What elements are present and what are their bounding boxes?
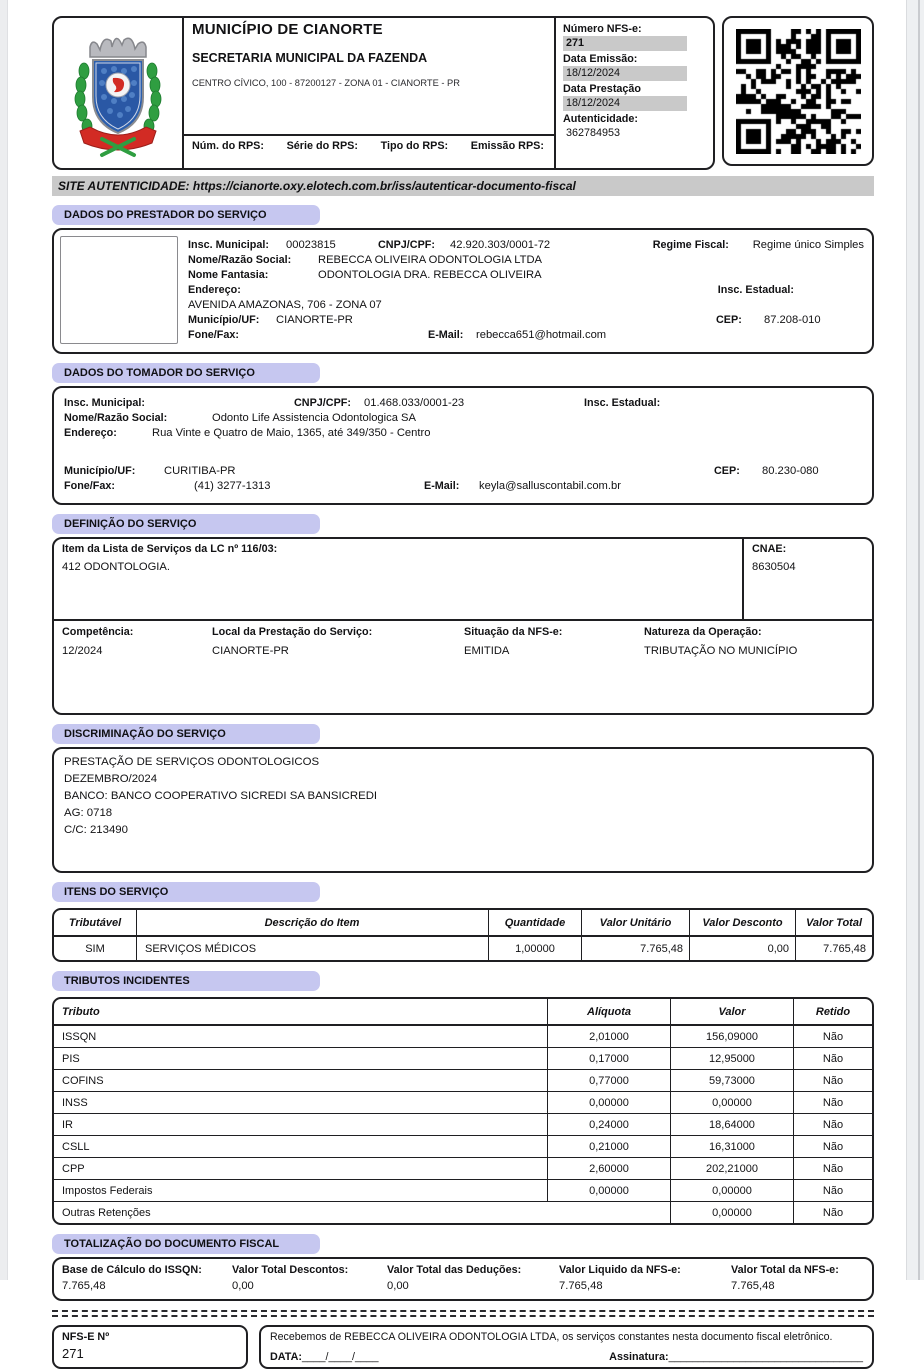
tomador-email-label: E-Mail: — [424, 480, 460, 492]
prestador-insc-municipal-label: Insc. Municipal: — [188, 239, 269, 251]
tributo-valor: 59,73000 — [671, 1070, 794, 1092]
item-valor-total: 7.765,48 — [796, 936, 873, 960]
prestador-cep-value: 87.208-010 — [764, 314, 821, 326]
prestador-fantasia-value: ODONTOLOGIA DRA. REBECCA OLIVEIRA — [318, 269, 542, 281]
item-quantidade: 1,00000 — [489, 936, 582, 960]
rps-num-label: Núm. do RPS: — [192, 140, 264, 152]
local-prestacao-value: CIANORTE-PR — [212, 645, 289, 657]
prestador-email-value: rebecca651@hotmail.com — [476, 329, 607, 341]
itens-header-valor-desconto: Valor Desconto — [690, 910, 796, 936]
total-liquido-value: 7.765,48 — [559, 1280, 603, 1292]
receipt-recebemos-text: Recebemos de REBECCA OLIVEIRA ODONTOLOGIA LTDA, os serviços constantes nesta documento fiscal eletrônico. — [270, 1331, 833, 1343]
local-prestacao-label: Local da Prestação do Serviço: — [212, 626, 373, 638]
item-tributavel: SIM — [85, 942, 105, 955]
prestador-insc-estadual-label: Insc. Estadual: — [717, 284, 794, 296]
service-date-label: Data Prestação — [563, 83, 642, 95]
receipt-data-label: DATA: — [270, 1351, 302, 1363]
receipt-assinatura-line: _________________________________ — [668, 1351, 863, 1363]
tributo-valor: 0,00000 — [671, 1092, 794, 1114]
prestador-insc-municipal-value: 00023815 — [286, 239, 336, 251]
tributo-retido: Não — [794, 1025, 873, 1048]
tributo-aliquota: 0,77000 — [548, 1070, 671, 1092]
cnae-label: CNAE: — [752, 543, 787, 555]
service-list-item-label: Item da Lista de Serviços da LC nº 116/03: — [62, 543, 278, 555]
prestador-regime-label: Regime Fiscal: — [652, 239, 729, 251]
total-base-issqn-value: 7.765,48 — [62, 1280, 106, 1292]
tomador-fone-value: (41) 3277-1313 — [194, 480, 271, 492]
prestador-razao-label: Nome/Razão Social: — [188, 254, 292, 266]
total-deducoes-value: 0,00 — [387, 1280, 409, 1292]
situacao-value: EMITIDA — [464, 645, 510, 657]
municipality-address: CENTRO CÍVICO, 100 - 87200127 - ZONA 01 - CIANORTE - PR — [192, 78, 460, 88]
qr-code-box — [722, 16, 874, 166]
total-descontos-value: 0,00 — [232, 1280, 254, 1292]
tributos-header-valor: Valor — [671, 999, 794, 1025]
tributo-row — [54, 1092, 872, 1114]
prestador-regime-value: Regime único Simples — [752, 239, 864, 251]
nfse-document — [52, 16, 874, 1369]
department-title: SECRETARIA MUNICIPAL DA FAZENDA — [192, 51, 428, 65]
tomador-insc-municipal-label: Insc. Municipal: — [64, 397, 145, 409]
page-left-edge — [0, 0, 8, 1280]
tributo-aliquota: 2,60000 — [548, 1158, 671, 1180]
tributo-retido: Não — [794, 1048, 873, 1070]
nfse-info-column — [554, 18, 713, 168]
tributo-row — [54, 1048, 872, 1070]
discriminacao-line: AG: 0718 — [64, 807, 113, 820]
section-title-tomador: DADOS DO TOMADOR DO SERVIÇO — [52, 363, 320, 383]
tributo-retido: Não — [794, 1202, 873, 1224]
rps-row — [184, 134, 554, 168]
prestador-endereco-value: AVENIDA AMAZONAS, 706 - ZONA 07 — [188, 299, 382, 311]
prestador-municipio-label: Município/UF: — [188, 314, 260, 326]
tributo-name: COFINS — [54, 1070, 548, 1092]
tomador-insc-estadual-label: Insc. Estadual: — [584, 397, 661, 409]
tributos-header-tributo: Tributo — [54, 999, 548, 1025]
tributo-aliquota: 0,00000 — [548, 1180, 671, 1202]
tomador-endereco-label: Endereço: — [64, 427, 117, 439]
service-date-value: 18/12/2024 — [563, 96, 687, 111]
tributo-name: IR — [54, 1114, 548, 1136]
tributo-name: ISSQN — [54, 1025, 548, 1048]
tributo-valor: 0,00000 — [671, 1180, 794, 1202]
section-title-definicao: DEFINIÇÃO DO SERVIÇO — [52, 514, 320, 534]
receipt-data-line: ____/____/____ — [301, 1351, 379, 1363]
rps-emissao-label: Emissão RPS: — [470, 140, 544, 152]
itens-header-descricao: Descrição do Item — [137, 910, 489, 936]
header-box — [52, 16, 715, 170]
tributo-retido: Não — [794, 1136, 873, 1158]
tributo-aliquota: 2,01000 — [548, 1025, 671, 1048]
tributo-valor: 18,64000 — [671, 1114, 794, 1136]
tributo-retido: Não — [794, 1092, 873, 1114]
receipt-assinatura-label: Assinatura: — [609, 1351, 669, 1363]
itens-header-valor-total: Valor Total — [796, 910, 873, 936]
item-valor-desconto: 0,00 — [690, 936, 796, 960]
section-title-discriminacao: DISCRIMINAÇÃO DO SERVIÇO — [52, 724, 320, 744]
section-title-prestador: DADOS DO PRESTADOR DO SERVIÇO — [52, 205, 320, 225]
total-nfse-label: Valor Total da NFS-e: — [731, 1264, 839, 1276]
discriminacao-line: PRESTAÇÃO DE SERVIÇOS ODONTOLOGICOS — [64, 756, 320, 768]
receipt-nfse-number-box — [52, 1325, 248, 1369]
nfse-number-value: 271 — [563, 36, 687, 51]
total-base-issqn-label: Base de Cálculo do ISSQN: — [62, 1264, 202, 1276]
item-descricao: SERVIÇOS MÉDICOS — [137, 936, 489, 960]
prestador-cep-label: CEP: — [716, 314, 742, 326]
tomador-cnpj-value: 01.468.033/0001-23 — [364, 397, 465, 409]
tributos-table-wrap — [52, 997, 874, 1225]
tomador-razao-label: Nome/Razão Social: — [64, 412, 168, 424]
tributo-row — [54, 1202, 872, 1224]
tributo-row — [54, 1158, 872, 1180]
coat-of-arms-svg — [62, 27, 174, 159]
receipt-text-box — [259, 1325, 874, 1369]
tomador-endereco-value: Rua Vinte e Quatro de Maio, 1365, até 349/350 - Centro — [152, 427, 431, 439]
prestador-endereco-label: Endereço: — [188, 284, 241, 296]
tomador-cep-label: CEP: — [714, 465, 740, 477]
tomador-fone-label: Fone/Fax: — [64, 480, 115, 492]
page-right-edge-scroll-gutter — [906, 0, 924, 1280]
tomador-email-value: keyla@salluscontabil.com.br — [479, 480, 621, 492]
cut-line — [52, 1310, 874, 1317]
service-list-item-value: 412 ODONTOLOGIA. — [62, 561, 170, 573]
cnae-value: 8630504 — [752, 561, 796, 573]
prestador-razao-value: REBECCA OLIVEIRA ODONTOLOGIA LTDA — [318, 254, 543, 266]
document-header — [52, 16, 874, 170]
rps-tipo-label: Tipo do RPS: — [380, 140, 449, 152]
tributo-row — [54, 1025, 872, 1048]
tributo-valor: 202,21000 — [671, 1158, 794, 1180]
item-valor-unitario: 7.765,48 — [582, 936, 690, 960]
total-deducoes-label: Valor Total das Deduções: — [387, 1264, 522, 1276]
tributo-name: CSLL — [54, 1136, 548, 1158]
municipality-title: MUNICÍPIO DE CIANORTE — [192, 21, 383, 38]
tomador-municipio-label: Município/UF: — [64, 465, 136, 477]
discriminacao-line: DEZEMBRO/2024 — [64, 773, 158, 786]
tributo-row — [54, 1180, 872, 1202]
prestador-cnpj-value: 42.920.303/0001-72 — [450, 239, 551, 251]
provider-logo-placeholder — [60, 236, 178, 344]
definicao-box — [52, 537, 874, 715]
natureza-value: TRIBUTAÇÃO NO MUNICÍPIO — [644, 645, 798, 657]
tributo-retido: Não — [794, 1114, 873, 1136]
tributo-valor: 0,00000 — [671, 1202, 794, 1224]
section-title-itens: ITENS DO SERVIÇO — [52, 882, 320, 902]
tributo-name: INSS — [54, 1092, 548, 1114]
prestador-fone-label: Fone/Fax: — [188, 329, 239, 341]
tributo-row — [54, 1114, 872, 1136]
natureza-label: Natureza da Operação: — [644, 626, 762, 638]
tributo-name: Outras Retenções — [54, 1202, 671, 1224]
tributo-aliquota: 0,24000 — [548, 1114, 671, 1136]
tributo-aliquota: 0,00000 — [548, 1092, 671, 1114]
discriminacao-line: C/C: 213490 — [64, 824, 128, 837]
competencia-value: 12/2024 — [62, 645, 103, 657]
tomador-municipio-value: CURITIBA-PR — [164, 465, 236, 477]
total-descontos-label: Valor Total Descontos: — [232, 1264, 349, 1276]
tomador-razao-value: Odonto Life Assistencia Odontologica SA — [212, 412, 416, 424]
receipt-stub — [52, 1325, 874, 1369]
tributo-valor: 156,09000 — [671, 1025, 794, 1048]
prestador-fantasia-label: Nome Fantasia: — [188, 269, 269, 281]
authenticity-value: 362784953 — [566, 127, 621, 139]
discriminacao-line: BANCO: BANCO COOPERATIVO SICREDI SA BANSICREDI — [64, 790, 378, 803]
itens-header-valor-unitario: Valor Unitário — [582, 910, 690, 936]
header-center — [182, 18, 554, 168]
competencia-label: Competência: — [62, 626, 134, 638]
tomador-cep-value: 80.230-080 — [762, 465, 819, 477]
tomador-cnpj-label: CNPJ/CPF: — [294, 397, 351, 409]
itens-table-wrap — [52, 908, 874, 962]
discriminacao-box — [52, 747, 874, 873]
tributo-aliquota: 0,21000 — [548, 1136, 671, 1158]
total-liquido-label: Valor Liquido da NFS-e: — [559, 1264, 681, 1276]
total-nfse-value: 7.765,48 — [731, 1280, 775, 1292]
prestador-email-label: E-Mail: — [428, 329, 464, 341]
itens-table — [54, 910, 872, 960]
qr-code — [736, 29, 861, 154]
receipt-nfse-number: 271 — [62, 1346, 84, 1361]
tributos-header-retido: Retido — [794, 999, 873, 1025]
itens-header-tributavel: Tributável — [54, 910, 137, 936]
authenticity-label: Autenticidade: — [563, 113, 638, 125]
tributo-row — [54, 1136, 872, 1158]
prestador-municipio-value: CIANORTE-PR — [276, 314, 353, 326]
tributos-table — [54, 999, 872, 1223]
authenticity-site-bar: SITE AUTENTICIDADE: https://cianorte.oxy.elotech.com.br/iss/autenticar-documento-fiscal — [52, 176, 874, 196]
emission-date-label: Data Emissão: — [563, 53, 638, 65]
tributos-header-aliquota: Alíquota — [548, 999, 671, 1025]
receipt-nfse-label: NFS-E Nº — [62, 1331, 110, 1343]
totalizacao-box — [52, 1257, 874, 1301]
emission-date-value: 18/12/2024 — [563, 66, 687, 81]
nfse-number-label: Número NFS-e: — [563, 23, 642, 35]
tributo-retido: Não — [794, 1158, 873, 1180]
rps-serie-label: Série do RPS: — [286, 140, 358, 152]
situacao-label: Situação da NFS-e: — [464, 626, 563, 638]
tributo-valor: 12,95000 — [671, 1048, 794, 1070]
prestador-cnpj-label: CNPJ/CPF: — [378, 239, 435, 251]
tributo-valor: 16,31000 — [671, 1136, 794, 1158]
tributo-name: Impostos Federais — [54, 1180, 548, 1202]
municipal-coat-of-arms-icon — [54, 18, 182, 168]
section-title-totalizacao: TOTALIZAÇÃO DO DOCUMENTO FISCAL — [52, 1234, 320, 1254]
section-title-tributos: TRIBUTOS INCIDENTES — [52, 971, 320, 991]
tributo-name: CPP — [54, 1158, 548, 1180]
item-row — [54, 936, 872, 960]
tributo-retido: Não — [794, 1180, 873, 1202]
prestador-box — [52, 228, 874, 354]
tomador-box — [52, 386, 874, 505]
tributo-name: PIS — [54, 1048, 548, 1070]
tributo-row — [54, 1070, 872, 1092]
tributo-aliquota: 0,17000 — [548, 1048, 671, 1070]
tributo-retido: Não — [794, 1070, 873, 1092]
itens-header-quantidade: Quantidade — [489, 910, 582, 936]
